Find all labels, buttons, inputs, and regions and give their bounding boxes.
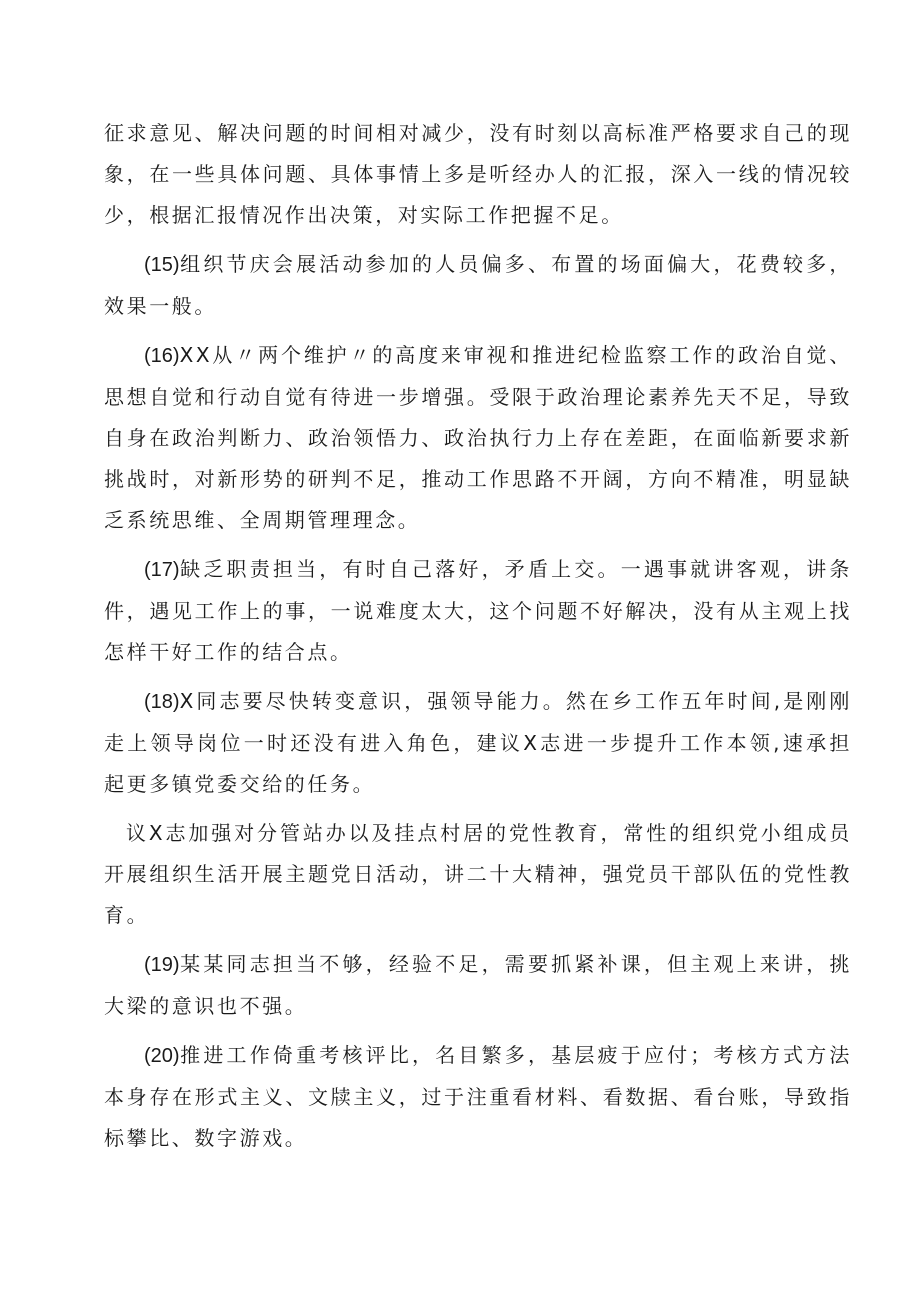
- paragraph-text: 征求意见、解决问题的时间相对减少，没有时刻以高标准严格要求自己的现象，在一些具体问题、具体事情上多是听经办人的汇报，深入一线的情况较少，根据汇报情况作出决策，对实际工作把握不足。: [104, 121, 852, 227]
- paragraph-continued: [104, 113, 852, 236]
- paragraph-number: (18): [144, 691, 180, 713]
- paragraph-20: [104, 1035, 852, 1159]
- paragraph-15: [104, 244, 852, 327]
- paragraph-text: XX从〃两个维护〃的高度来审视和推进纪检监察工作的政治自觉、思想自觉和行动自觉有待进一步增强。受限于政治理论素养先天不足，导致自身在政治判断力、政治领悟力、政治执行力上存在差距，在面临新要求新挑战时，对新形势的研判不足，推动工作思路不开阔，方向不精准，明显缺乏系统思维、全周期管理理念。: [104, 343, 852, 532]
- paragraph-number: (15): [144, 254, 180, 276]
- paragraph-18-continued: [104, 813, 852, 936]
- paragraph-text: X同志要尽快转变意识，强领导能力。然在乡工作五年时间,是刚刚走上领导岗位一时还没有进入角色，建议X志进一步提升工作本领,速承担起更多镇党委交给的任务。: [104, 689, 852, 796]
- paragraph-text: 缺乏职责担当，有时自己落好，矛盾上交。一遇事就讲客观，讲条件，遇见工作上的事，一说难度太大，这个问题不好解决，没有从主观上找怎样干好工作的结合点。: [104, 557, 852, 664]
- paragraph-18: [104, 681, 852, 805]
- paragraph-text: 某某同志担当不够，经验不足，需要抓紧补课，但主观上来讲，挑大梁的意识也不强。: [104, 952, 852, 1018]
- paragraph-text: 议X志加强对分管站办以及挂点村居的党性教育，常性的组织党小组成员开展组织生活开展主题党日活动，讲二十大精神，强党员干部队伍的党性教育。: [104, 821, 852, 927]
- paragraph-text: 组织节庆会展活动参加的人员偏多、布置的场面偏大，花费较多，效果一般。: [104, 252, 852, 318]
- paragraph-text: 推进工作倚重考核评比，名目繁多，基层疲于应付；考核方式方法本身存在形式主义、文牍主义，过于注重看材料、看数据、看台账，导致指标攀比、数字游戏。: [104, 1043, 852, 1150]
- paragraph-number: (19): [144, 954, 180, 976]
- document-body: [104, 113, 852, 1167]
- paragraph-number: (16): [144, 345, 180, 367]
- paragraph-16: [104, 335, 852, 541]
- paragraph-number: (20): [144, 1045, 180, 1067]
- paragraph-17: [104, 549, 852, 673]
- paragraph-number: (17): [144, 559, 180, 581]
- paragraph-19: [104, 944, 852, 1027]
